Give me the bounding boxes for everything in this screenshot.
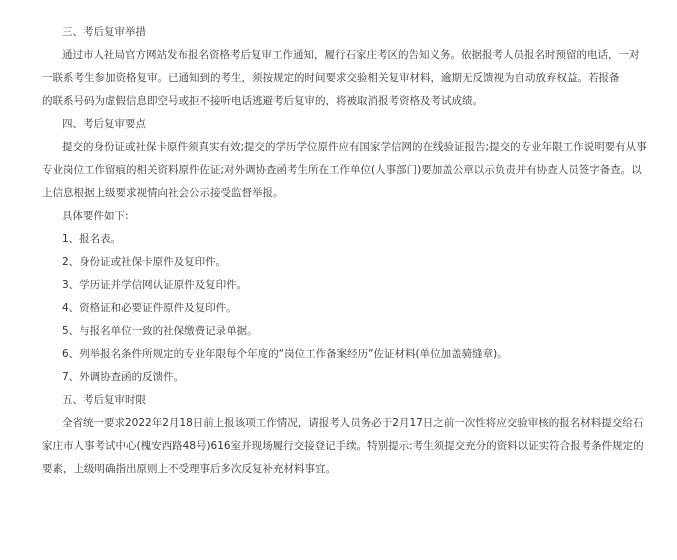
list-item: 6、列举报名条件所规定的专业年限每个年度的“岗位工作备案经历”佐证材料(单位加盖骑缝章)。 xyxy=(62,348,508,360)
paragraph-line: 的联系号码为虚假信息即空号或拒不接听电话逃避考后复审的，将被取消报考资格及考试成绩。 xyxy=(42,95,483,107)
requirements-intro: 具体要件如下: xyxy=(62,210,129,222)
paragraph-line: 一联系考生参加资格复审。已通知到的考生，须按规定的时间要求交验相关复审材料，逾期无反馈视为自动放弃权益。若报备 xyxy=(42,72,620,84)
paragraph-line: 要素，上级明确指出原则上不受理事后多次反复补充材料事宜。 xyxy=(42,463,336,475)
list-item: 2、身份证或社保卡原件及复印件。 xyxy=(62,256,227,268)
paragraph-line: 通过市人社局官方网站发布报名资格考后复审工作通知，履行石家庄考区的告知义务。依据报考人员报名时预留的电话，一对 xyxy=(62,49,640,61)
section-5-paragraph xyxy=(42,417,647,476)
paragraph-line: 上信息根据上级要求视情向社会公示接受监督举报。 xyxy=(42,187,284,199)
paragraph-line: 家庄市人事考试中心(槐安西路48号)616室并现场履行交接登记手续。特别提示:考生须提交充分的资料以证实符合报考条件规定的 xyxy=(42,440,644,452)
section-4-paragraph xyxy=(42,141,647,200)
section-3-paragraph xyxy=(42,49,647,108)
list-item: 5、与报名单位一致的社保缴费记录单据。 xyxy=(62,325,258,337)
list-item: 1、报名表。 xyxy=(62,233,122,245)
list-item: 7、外调协查函的反馈件。 xyxy=(62,371,185,383)
paragraph-line: 专业岗位工作留痕的相关资料原件佐证;对外调协查函考生所在工作单位(人事部门)要加盖公章以示负责并有协查人员签字备查。以 xyxy=(42,164,642,176)
list-item: 4、资格证和必要证件原件及复印件。 xyxy=(62,302,237,314)
paragraph-line: 全省统一要求2022年2月18日前上报该项工作情况，请报考人员务必于2月17日之前一次性将应交验审核的报名材料提交给石 xyxy=(62,417,644,429)
section-heading-3: 三、考后复审举措 xyxy=(62,26,146,38)
paragraph-line: 提交的身份证或社保卡原件须真实有效;提交的学历学位原件应有国家学信网的在线验证报告;提交的专业年限工作说明要有从事 xyxy=(62,141,647,153)
section-heading-4: 四、考后复审要点 xyxy=(62,118,146,130)
list-item: 3、学历证并学信网认证原件及复印件。 xyxy=(62,279,248,291)
section-heading-5: 五、考后复审时限 xyxy=(62,394,146,406)
